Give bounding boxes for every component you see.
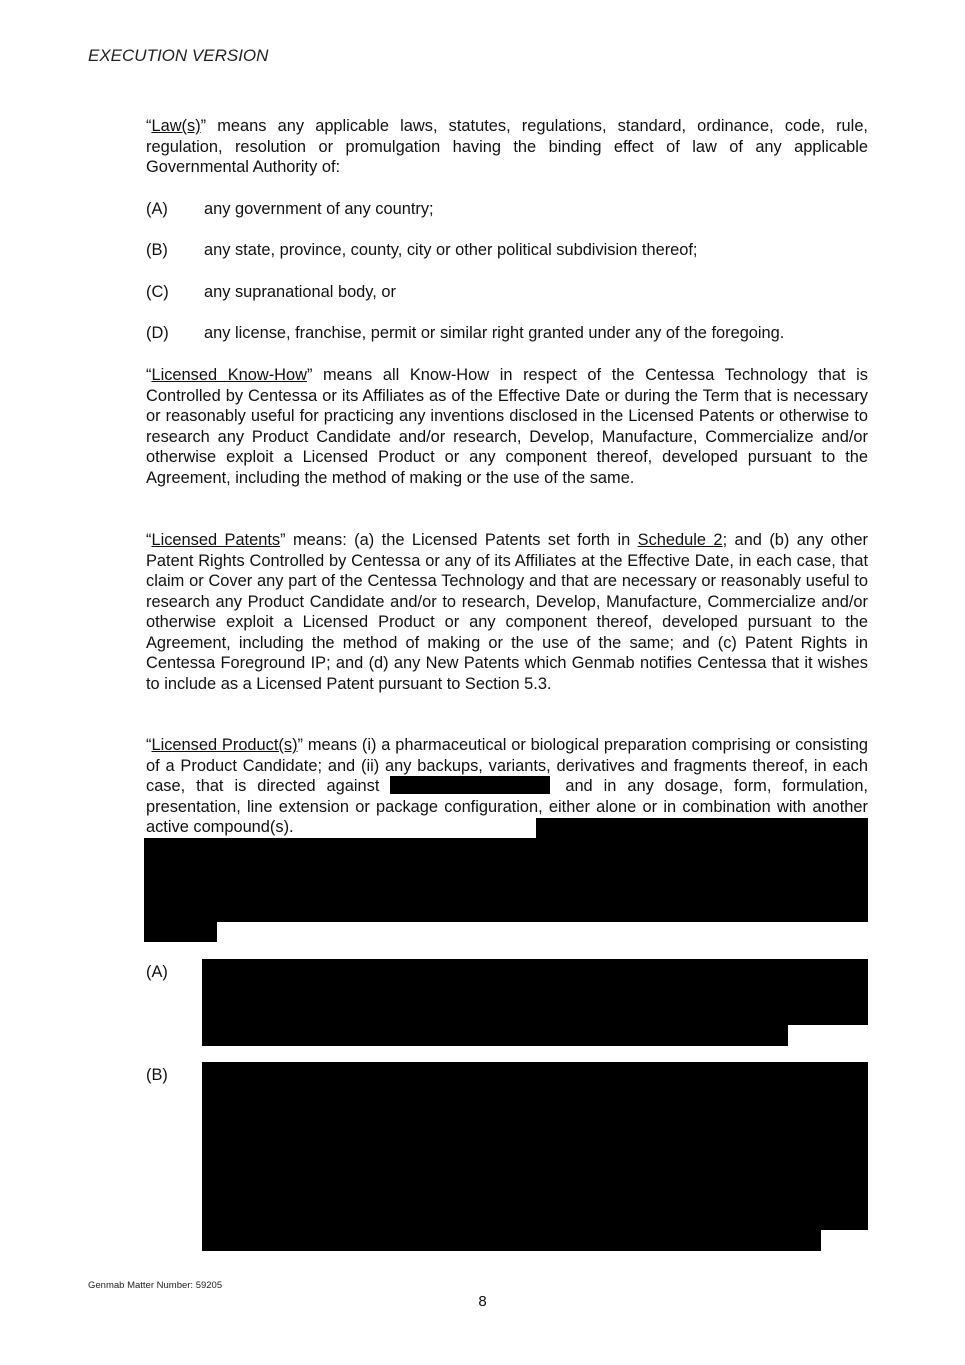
redaction-block	[202, 1230, 821, 1251]
know-how-definition: “Licensed Know-How” means all Know-How in respect of the Centessa Technology that is Controlled by Centessa or its Affiliates as of the Effective Date or during the Term that is necessary or reasonably useful for practicing any inventions disclosed in the Licensed Patents or otherwise to research any Product Candidate and/or research, Develop, Manufacture, Commercialize and/or otherwise exploit a Licensed Product or any component thereof, developed pursuant to the Agreement, including the method of making or the use of the same.	[146, 366, 868, 487]
patents-definition: “Licensed Patents” means: (a) the Licensed Patents set forth in Schedule 2; and (b) any other Patent Rights Controlled by Centessa or any of its Affiliates at the Effective Date, in each case, that claim or Cover any part of the Centessa Technology and that are necessary or reasonably useful to research any Product Candidate and/or to research, Develop, Manufacture, Commercialize and/or otherwise exploit a Licensed Product or any component thereof, developed pursuant to the Agreement, including the method of making or the use of the same; and (c) Patent Rights in Centessa Foreground IP; and (d) any New Patents which Genmab notifies Centessa that it wishes to include as a Licensed Patent pursuant to Section 5.3.	[146, 531, 869, 693]
redaction-block	[202, 959, 868, 1025]
laws-item-text-b: any state, province, county, city or other political subdivision thereof;	[204, 241, 698, 259]
laws-item-label-a: (A)	[146, 200, 168, 218]
schedule-2-reference: Schedule 2	[637, 531, 723, 549]
page-number: 8	[478, 1293, 487, 1310]
matter-number: Genmab Matter Number: 59205	[88, 1280, 223, 1291]
laws-term: Law(s)	[151, 117, 201, 135]
laws-item-text-d: any license, franchise, permit or similar right granted under any of the foregoing.	[204, 324, 785, 342]
laws-item-label-c: (C)	[146, 283, 169, 301]
patents-term: Licensed Patents	[151, 531, 281, 549]
laws-item-label-b: (B)	[146, 241, 168, 259]
document-header: EXECUTION VERSION	[88, 46, 269, 65]
laws-definition: “Law(s)” means any applicable laws, statutes, regulations, standard, ordinance, code, rule, regulation, resolution or promulgation having the binding effect of law of any applicable Governmental Authority of:	[146, 117, 868, 176]
redaction-inline	[390, 776, 550, 794]
know-how-term: Licensed Know-How	[151, 366, 307, 384]
redaction-block	[144, 838, 868, 922]
products-item-label-b: (B)	[146, 1066, 168, 1084]
redaction-block	[202, 1062, 868, 1230]
redaction-block	[144, 922, 217, 942]
laws-item-text-a: any government of any country;	[204, 200, 434, 218]
laws-item-text-c: any supranational body, or	[204, 283, 396, 301]
redaction-block	[202, 1025, 788, 1046]
laws-item-label-d: (D)	[146, 324, 169, 342]
products-item-label-a: (A)	[146, 963, 168, 981]
redaction-block	[536, 818, 868, 838]
products-term: Licensed Product(s)	[151, 736, 298, 754]
products-definition: “Licensed Product(s)” means (i) a pharmaceutical or biological preparation comprising or consisting of a Product Candidate; and (ii) any backups, variants, derivatives and fragments thereof, in each case, that is directed against and in any dosage, form, formulation, presentation, line extension or package configuration, either alone or in combination with another active compound(s).	[146, 736, 869, 836]
